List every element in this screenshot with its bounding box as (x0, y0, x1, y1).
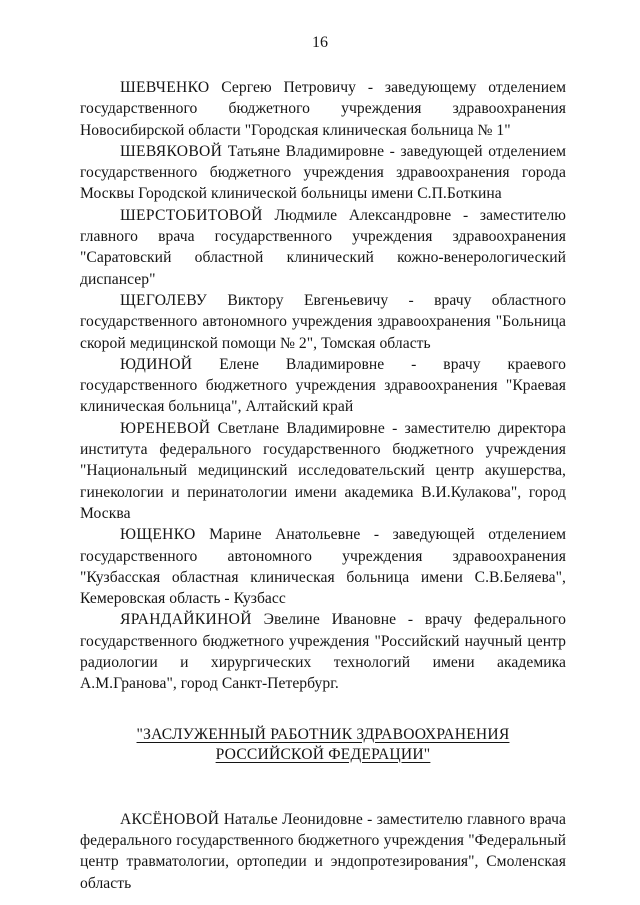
recipient-surname: ЯРАНДАЙКИНОЙ (120, 611, 252, 629)
recipient-surname: ЮЩЕНКО (120, 526, 196, 544)
recipient-details: Виктору Евгеньевичу - врачу областного государственного автономного учреждения здравоохранения "Больница скорой медицинской помощи № 2", Томская область (80, 291, 566, 352)
award-entry (80, 77, 566, 141)
recipient-surname: ЩЕГОЛЕВУ (120, 291, 208, 309)
section-heading-line-2: РОССИЙСКОЙ ФЕДЕРАЦИИ" (215, 745, 431, 763)
recipient-details: Марине Анатольевне - заведующей отделением государственного автономного учреждения здравоохранения "Кузбасская областная клиническая больница имени С.В.Беляева", Кемеровская область - Кузбасс (80, 526, 567, 608)
document-body (80, 77, 566, 894)
award-entry (80, 609, 566, 694)
recipient-surname: ЮРЕНЕВОЙ (120, 419, 211, 437)
recipient-details: Светлане Владимировне - заместителю директора института федерального государственного бюджетного учреждения "Национальный медицинский исследовательский центр акушерства, гинекологии и перинатологии имени академика В.И.Кулакова", город Москва (80, 419, 567, 522)
award-entry (80, 141, 566, 205)
recipient-surname: ШЕВЯКОВОЙ (120, 142, 223, 160)
recipient-details: Сергею Петровичу - заведующему отделением государственного бюджетного учреждения здравоохранения Новосибирской области "Городская клиническая больница № 1" (80, 79, 566, 139)
award-entry (80, 524, 566, 609)
section-heading-line-1: "ЗАСЛУЖЕННЫЙ РАБОТНИК ЗДРАВООХРАНЕНИЯ (136, 725, 510, 743)
recipient-details: Елене Владимировне - врачу краевого государственного бюджетного учреждения здравоохранения "Краевая клиническая больница", Алтайский край (80, 355, 566, 416)
recipient-details: Татьяне Владимировне - заведующей отделением государственного бюджетного учреждения здравоохранения города Москвы Городской клинической больницы имени С.П.Боткина (80, 142, 566, 203)
award-entry (80, 418, 566, 524)
page-number: 16 (312, 34, 328, 51)
recipient-surname: ШЕВЧЕНКО (120, 79, 210, 96)
award-entry (80, 809, 566, 894)
recipient-surname: АКСЁНОВОЙ (120, 810, 220, 828)
recipient-details: Эвелине Ивановне - врачу федерального государственного бюджетного учреждения "Российский научный центр радиологии и хирургических технологий имени академика А.М.Гранова", город Санкт-Петербург. (80, 611, 566, 693)
award-entry (80, 354, 566, 418)
recipient-details: Людмиле Александровне - заместителю главного врача государственного учреждения здравоохранения "Саратовский областной клинический кожно-венерологический диспансер" (80, 206, 566, 288)
section-heading (80, 725, 566, 765)
recipient-details: Наталье Леонидовне - заместителю главного врача федерального государственного бюджетного учреждения "Федеральный центр травматологии, ортопедии и эндопротезирования", Смоленская область (80, 810, 566, 892)
recipient-surname: ЮДИНОЙ (120, 355, 193, 373)
award-entry (80, 290, 566, 354)
recipient-surname: ШЕРСТОБИТОВОЙ (120, 206, 263, 224)
award-entry (80, 205, 566, 290)
